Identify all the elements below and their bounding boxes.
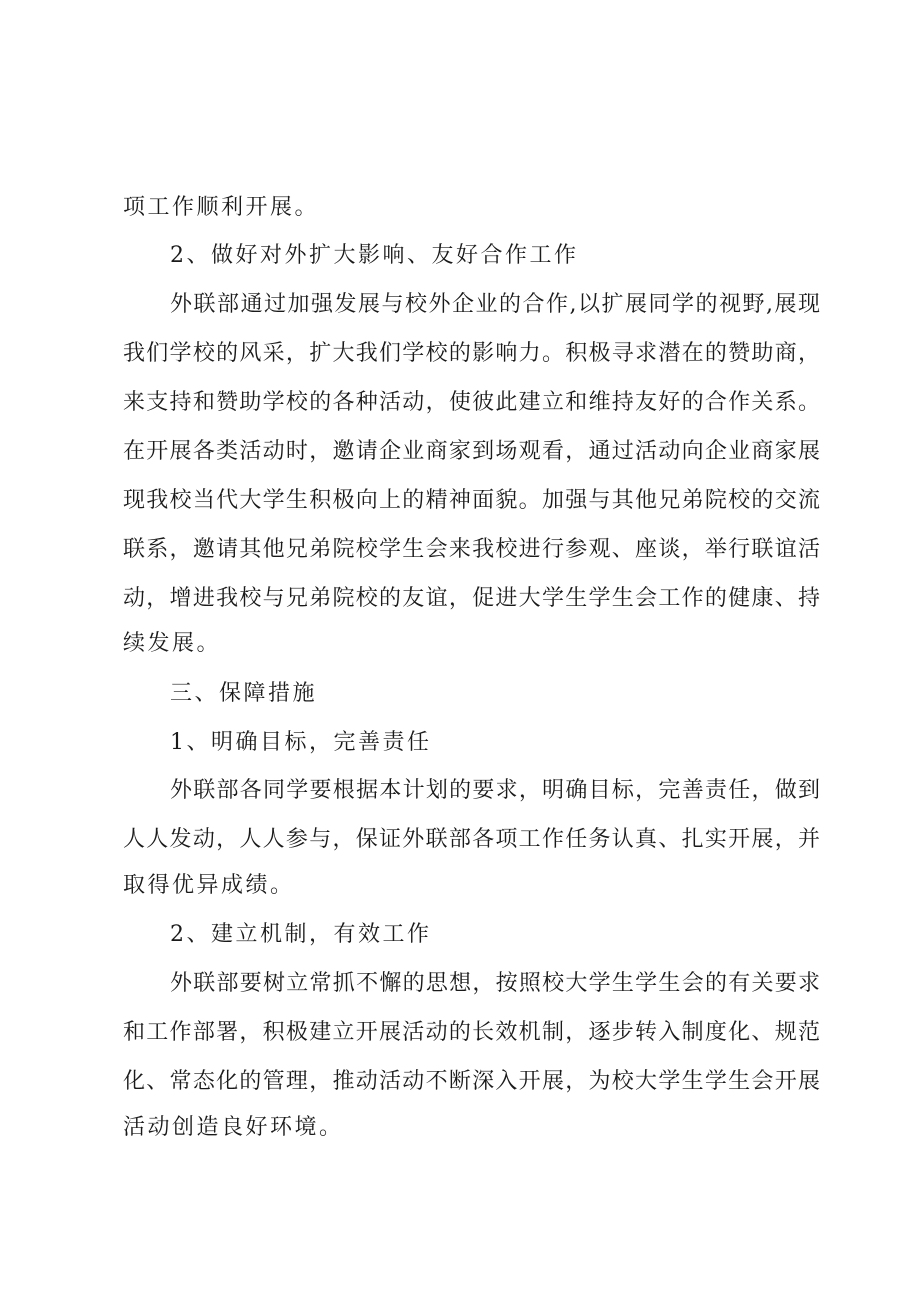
paragraph-line: 续发展。 [123,631,222,656]
paragraph-line: 来支持和赞助学校的各种活动，使彼此建立和维持友好的合作关系。 [123,390,820,415]
paragraph-line: 化、常态化的管理，推动活动不断深入开展，为校大学生学生会开展 [123,1069,820,1094]
paragraph-line: 项工作顺利开展。 [123,195,320,220]
subsection-heading: 1、明确目标，完善责任 [170,730,432,755]
paragraph-line: 取得优异成绩。 [123,873,295,898]
section-heading: 三、保障措施 [170,681,318,706]
paragraph-line: 和工作部署，积极建立开展活动的长效机制，逐步转入制度化、规范 [123,1020,820,1045]
paragraph-line: 人人发动，人人参与，保证外联部各项工作任务认真、扎实开展，并 [123,827,820,852]
paragraph-line: 外联部通过加强发展与校外企业的合作,以扩展同学的视野,展现 [170,292,820,317]
paragraph-line: 外联部各同学要根据本计划的要求，明确目标，完善责任，做到 [170,778,820,803]
paragraph-line: 活动创造良好环境。 [123,1115,344,1140]
paragraph-line: 现我校当代大学生积极向上的精神面貌。加强与其他兄弟院校的交流 [123,488,820,513]
paragraph-line: 我们学校的风采，扩大我们学校的影响力。积极寻求潜在的赞助商， [123,341,820,366]
subsection-heading: 2、建立机制，有效工作 [170,922,432,947]
paragraph-line: 在开展各类活动时，邀请企业商家到场观看，通过活动向企业商家展 [123,439,820,464]
paragraph-line: 动，增进我校与兄弟院校的友谊，促进大学生学生会工作的健康、持 [123,586,820,611]
section-heading: 2、做好对外扩大影响、友好合作工作 [170,243,579,268]
paragraph-line: 外联部要树立常抓不懈的思想，按照校大学生学生会的有关要求 [170,971,820,996]
paragraph-line: 联系，邀请其他兄弟院校学生会来我校进行参观、座谈，举行联谊活 [123,537,820,562]
